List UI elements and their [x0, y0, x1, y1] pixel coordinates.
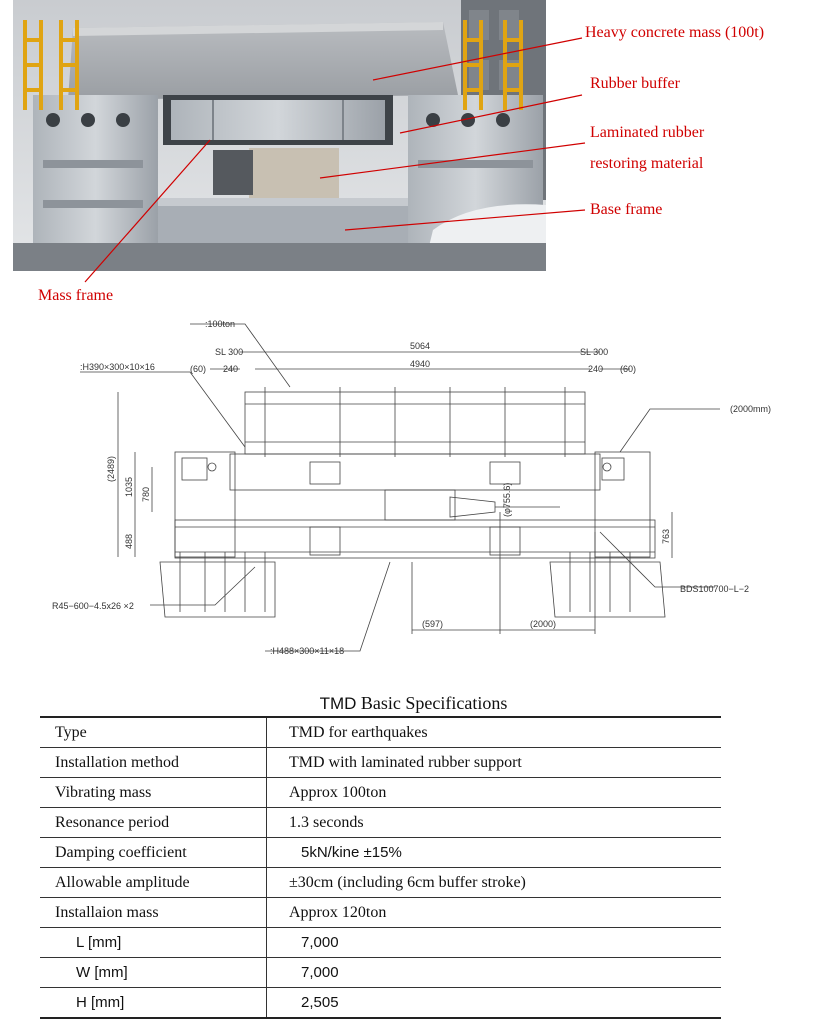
- spec-key: Vibrating mass: [40, 778, 267, 808]
- spec-value: 7,000: [267, 928, 722, 958]
- drawing-label-height-763: 763: [661, 528, 671, 544]
- spec-key: Resonance period: [40, 808, 267, 838]
- callout-laminated-rubber-line1: Laminated rubber: [590, 124, 705, 141]
- callout-laminated-rubber-line2: restoring material: [590, 155, 704, 172]
- spec-key: W [mm]: [40, 958, 267, 988]
- drawing-label-height-488: 488: [124, 533, 134, 549]
- drawing-label-sl-left: SL 300: [215, 347, 244, 357]
- table-row: [40, 838, 721, 868]
- spec-key: Allowable amplitude: [40, 868, 267, 898]
- drawing-label-offset-left: (60): [190, 364, 207, 374]
- drawing-label-height-780: 780: [141, 486, 151, 502]
- drawing-label-gap-left: 240: [223, 364, 239, 374]
- spec-value: Approx 120ton: [267, 898, 722, 928]
- table-row: [40, 898, 721, 928]
- drawing-label-overall-width: 5064: [410, 341, 431, 351]
- drawing-label-offset-right: (60): [620, 364, 637, 374]
- spec-value: 5kN/kine ±15%: [267, 838, 722, 868]
- spec-key: Damping coefficient: [40, 838, 267, 868]
- callout-heavy-concrete-mass: Heavy concrete mass (100t): [585, 24, 765, 41]
- spec-value: 7,000: [267, 958, 722, 988]
- spec-key: Installaion mass: [40, 898, 267, 928]
- table-row: [40, 808, 721, 838]
- spec-key: L [mm]: [40, 928, 267, 958]
- callout-base-frame: Base frame: [590, 201, 663, 218]
- drawing-label-2000: (2000): [530, 619, 557, 629]
- spec-value: 1.3 seconds: [267, 808, 722, 838]
- spec-key: Installation method: [40, 748, 267, 778]
- drawing-svg: [40, 312, 800, 662]
- table-row: [40, 717, 721, 748]
- callout-rubber-buffer: Rubber buffer: [590, 75, 680, 92]
- spec-key: Type: [40, 717, 267, 748]
- drawing-label-gap-right: 240: [588, 364, 604, 374]
- drawing-label-beam-bottom: :H488×300×11×18: [270, 646, 345, 656]
- drawing-label-height-1035: 1035: [124, 476, 134, 497]
- spec-value: ±30cm (including 6cm buffer stroke): [267, 868, 722, 898]
- drawing-label-beam-top: :H390×300×10×16: [80, 362, 155, 372]
- spec-title-rest: Basic Specifications: [356, 693, 508, 713]
- table-row: [40, 868, 721, 898]
- drawing-label-rod: R45−600−4.5x26 ×2: [52, 601, 134, 611]
- spec-title: [0, 693, 827, 714]
- table-row: [40, 958, 721, 988]
- spec-value: Approx 100ton: [267, 778, 722, 808]
- table-row: [40, 928, 721, 958]
- table-row: [40, 778, 721, 808]
- drawing-label-total-height: (2489): [106, 455, 116, 482]
- spec-title-prefix: TMD: [319, 694, 357, 713]
- spec-value: 2,505: [267, 988, 722, 1019]
- drawing-label-bearing: BDS100700−L−2: [680, 584, 750, 594]
- spec-table: [40, 716, 721, 1019]
- drawing-label-inner-width: 4940: [410, 359, 431, 369]
- table-row: [40, 988, 721, 1019]
- spec-key: H [mm]: [40, 988, 267, 1019]
- drawing-label-mass: :100ton: [205, 319, 236, 329]
- engineering-drawing: [40, 312, 800, 662]
- spec-value: TMD with laminated rubber support: [267, 748, 722, 778]
- drawing-label-stroke: (2000mm): [730, 404, 772, 414]
- drawing-label-sl-right: SL 300: [580, 347, 609, 357]
- drawing-label-diameter: (φ755.6): [502, 482, 512, 517]
- table-row: [40, 748, 721, 778]
- spec-value: TMD for earthquakes: [267, 717, 722, 748]
- callout-mass-frame: Mass frame: [38, 287, 114, 304]
- drawing-label-597: (597): [422, 619, 444, 629]
